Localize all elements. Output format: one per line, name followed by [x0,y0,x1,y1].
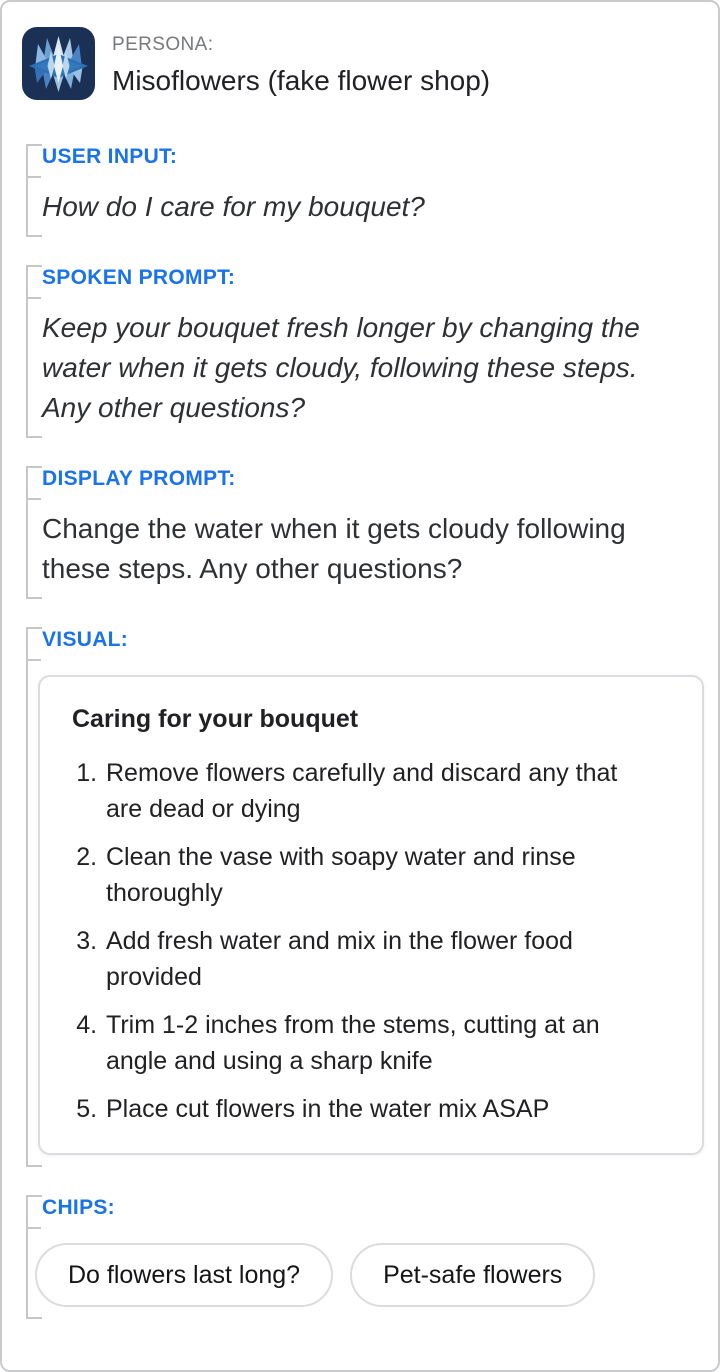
chip-do-flowers-last-long[interactable]: Do flowers last long? [35,1243,333,1307]
lotus-flower-logo-icon [22,27,95,100]
care-step-3: 3. Add fresh water and mix in the flower food provided [104,923,652,995]
display-prompt-text: Change the water when it gets cloudy following these steps. Any other questions? [42,513,626,584]
section-display-prompt [26,464,704,599]
persona-name: Misoflowers (fake flower shop) [112,65,491,96]
visual-card [38,675,704,1155]
visual-label: VISUAL: [42,628,129,651]
persona-label: PERSONA: [112,34,214,55]
chip-pet-safe-flowers[interactable]: Pet-safe flowers [350,1243,595,1307]
section-visual [26,625,704,1167]
care-step-4: 4. Trim 1-2 inches from the stems, cutting at an angle and using a sharp knife [104,1007,652,1079]
user-input-text: How do I care for my bouquet? [42,191,425,222]
care-step-5: 5. Place cut flowers in the water mix ASAP [104,1091,652,1127]
spoken-prompt-label: SPOKEN PROMPT: [42,266,236,289]
persona-header [22,27,704,100]
bracket-divider [26,176,41,178]
bracket-divider [26,1227,41,1229]
spoken-prompt-text: Keep your bouquet fresh longer by changing the water when it gets cloudy, following these steps. Any other questions? [42,312,640,423]
chips-row [35,1243,704,1307]
display-prompt-label: DISPLAY PROMPT: [42,467,236,490]
visual-card-title: Caring for your bouquet [72,705,359,733]
bracket-divider [26,297,41,299]
bracket-divider [26,659,41,661]
care-steps-list [72,755,652,1127]
chips-label: CHIPS: [42,1196,115,1219]
persona-text [112,27,490,98]
bracket-divider [26,498,41,500]
section-chips [26,1193,704,1319]
care-step-2: 2. Clean the vase with soapy water and rinse thoroughly [104,839,652,911]
sections-container [2,142,718,1319]
section-spoken-prompt [26,263,704,438]
section-user-input [26,142,704,237]
user-input-label: USER INPUT: [42,145,178,168]
care-step-1: 1. Remove flowers carefully and discard any that are dead or dying [104,755,652,827]
